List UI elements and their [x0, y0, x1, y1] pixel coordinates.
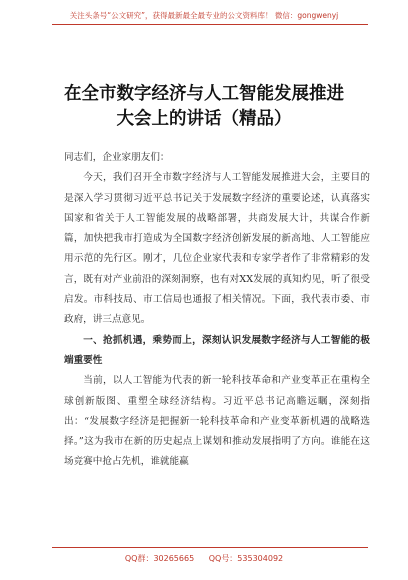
footer [0, 553, 408, 564]
section-heading-1: 一、抢抓机遇，乘势而上，深刻认识发展数字经济与人工智能的极端重要性 [64, 334, 370, 366]
page-title [0, 82, 408, 132]
title-line-1: 在全市数字经济与人工智能发展推进 [64, 84, 344, 104]
footer-qq-group: QQ群：30265665 [124, 554, 195, 563]
footer-qq: QQ号：535304092 [208, 554, 284, 563]
header-note: 关注头条号“公文研究”，获得最新最全最专业的公文资料库！ 微信：gongwenyj [69, 11, 339, 20]
title-line-2: 大会上的讲话（精品） [116, 109, 292, 129]
document-body [64, 148, 370, 473]
paragraph-1: 今天，我们召开全市数字经济与人工智能发展推进大会，主要目的是深入学习贯彻习近平总书记关于发展数字经济的重要论述，认真落实国家和省关于人工智能发展的战略部署，共商发展大计，共谋合作新篇，加快把我市打造成为全国数字经济创新发展的新高地、人工智能应用示范的先行区。刚才，几位企业家代表和专家学者作了非常精彩的发言，既有对产业前沿的深刻洞察，也有对XX发展的真知灼见，听了很受启发。市科技局、市工信局也通报了相关情况。下面，我代表市委、市政府，讲三点意见。 [64, 172, 370, 326]
header-divider [52, 24, 368, 25]
greeting: 同志们，企业家朋友们： [64, 152, 170, 163]
footer-divider [52, 547, 368, 548]
paragraph-2: 当前，以人工智能为代表的新一轮科技革命和产业变革正在重构全球创新版图、重塑全球经济结构。习近平总书记高瞻远瞩，深刻指出：“发展数字经济是把握新一轮科技革命和产业变革新机遇的战略选择。”这为我市在新的历史起点上谋划和推动发展指明了方向。谁能在这场竞赛中抢占先机，谁就能赢 [64, 375, 370, 468]
